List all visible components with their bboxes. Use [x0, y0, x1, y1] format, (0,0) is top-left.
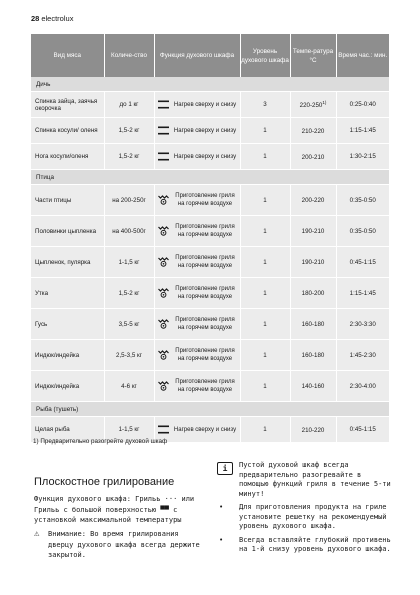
- cell-temperature: [290, 371, 336, 402]
- function-label: Приготовление гриля на горячем воздухе: [175, 286, 235, 300]
- info-text: Пустой духовой шкаф всегда предварительно разогревайте в помощью функций гриля в течение 5-ти минут!: [239, 461, 391, 498]
- cell-level: 1: [240, 247, 290, 278]
- temperature-value: 140-160: [301, 383, 325, 391]
- cell-level: 1: [240, 417, 290, 443]
- bullet-dot: •: [219, 535, 224, 544]
- cell-quantity: 4-6 кг: [104, 371, 154, 402]
- table-footnote: 1) Предварительно разогрейте духовой шкаф: [33, 438, 168, 445]
- section-label: Птица: [31, 170, 389, 185]
- section-label: Рыба (тушеть): [31, 402, 389, 417]
- col-header-function: Функция духового шкафа: [154, 34, 240, 77]
- cell-level: 1: [240, 216, 290, 247]
- cell-quantity: 1,5-2 кг: [104, 278, 154, 309]
- function-label: Приготовление гриля на горячем воздухе: [175, 379, 235, 393]
- function-label: Нагрев сверху и снизу: [173, 426, 237, 433]
- table-row: [31, 118, 389, 144]
- cell-quantity: 1,5-2 кг: [104, 144, 154, 170]
- table-section-row: [31, 402, 389, 417]
- cell-time: 0:45-1:15: [336, 417, 389, 443]
- tip-bullet: [217, 503, 392, 532]
- function-label: Нагрев сверху и снизу: [173, 153, 237, 160]
- cell-temperature: [290, 340, 336, 371]
- cell-quantity: 1,5-2 кг: [104, 118, 154, 144]
- table-row: [31, 185, 389, 216]
- cell-temperature: [290, 185, 336, 216]
- cell-temperature: [290, 92, 336, 118]
- function-label: Приготовление гриля на горячем воздухе: [175, 255, 235, 269]
- col-header-level: Уровень духового шкафа: [240, 34, 290, 77]
- col-header-quantity: Количе-ство: [104, 34, 154, 77]
- top-bottom-heat-icon: [155, 126, 173, 135]
- cell-time: 1:30-2:15: [336, 144, 389, 170]
- function-label: Приготовление гриля на горячем воздухе: [175, 348, 235, 362]
- top-bottom-heat-icon: [155, 425, 173, 434]
- hot-air-grill-icon: [155, 288, 173, 298]
- cell-temperature: [290, 144, 336, 170]
- temperature-value: 160-180: [301, 321, 325, 329]
- col-header-meat: Вид мяса: [31, 34, 104, 77]
- bullet-dot: •: [219, 503, 224, 511]
- cell-temperature: [290, 247, 336, 278]
- table-row: [31, 371, 389, 402]
- table-row: [31, 278, 389, 309]
- cell-quantity: 1-1,5 кг: [104, 417, 154, 443]
- grill-warning: [34, 529, 204, 561]
- function-label: Приготовление гриля на горячем воздухе: [175, 224, 235, 238]
- tip-bullet: [217, 536, 392, 555]
- hot-air-grill-icon: [155, 226, 173, 236]
- cell-quantity: до 1 кг: [104, 92, 154, 118]
- table-row: [31, 216, 389, 247]
- table-row: [31, 309, 389, 340]
- brand-name: electrolux: [41, 14, 74, 23]
- cell-meat: Утка: [31, 278, 104, 309]
- function-label: Нагрев сверху и снизу: [173, 101, 237, 108]
- cell-meat: Половинки цыпленка: [31, 216, 104, 247]
- cell-temperature: [290, 118, 336, 144]
- temperature-value: 200-210: [301, 154, 325, 162]
- function-label: Приготовление гриля на горячем воздухе: [175, 193, 235, 207]
- cell-time: 1:45-2:30: [336, 340, 389, 371]
- grill-function-paragraph: Функция духового шкафа: Грильь ··· или Грильь с большой поверхностью ▀▀ с установкой максимальной температуры: [34, 495, 195, 524]
- table-row: [31, 340, 389, 371]
- cell-time: 1:15-1:45: [336, 278, 389, 309]
- top-bottom-heat-icon: [155, 100, 173, 109]
- cell-temperature: [290, 417, 336, 443]
- info-note: [217, 461, 392, 499]
- cell-level: 1: [240, 185, 290, 216]
- cell-level: 1: [240, 371, 290, 402]
- col-header-time: Время час.: мин.: [336, 34, 389, 77]
- cell-function: [154, 309, 240, 340]
- table-row: [31, 247, 389, 278]
- cell-meat: Части птицы: [31, 185, 104, 216]
- warning-text: Внимание: Во время грилирования дверцу духового шкафа всегда держите закрытой.: [48, 530, 200, 559]
- cell-quantity: 1-1,5 кг: [104, 247, 154, 278]
- cell-function: [154, 247, 240, 278]
- cell-meat: Гусь: [31, 309, 104, 340]
- cell-quantity: 3,5-5 кг: [104, 309, 154, 340]
- cell-meat: Нога косули/оленя: [31, 144, 104, 170]
- cell-level: 1: [240, 340, 290, 371]
- cell-meat: Цыпленок, пулярка: [31, 247, 104, 278]
- cell-meat: Спинка косули/ оленя: [31, 118, 104, 144]
- temperature-value: 220-250: [299, 102, 323, 110]
- temperature-value: 210-220: [301, 128, 325, 136]
- cell-function: [154, 185, 240, 216]
- temperature-value: 210-220: [301, 427, 325, 435]
- top-bottom-heat-icon: [155, 152, 173, 161]
- table-row: [31, 144, 389, 170]
- cell-meat: Индюк/индейка: [31, 371, 104, 402]
- cell-time: 1:15-1:45: [336, 118, 389, 144]
- cell-level: 1: [240, 278, 290, 309]
- hot-air-grill-icon: [155, 319, 173, 329]
- page-number: 28: [31, 14, 40, 23]
- hot-air-grill-icon: [155, 257, 173, 267]
- temperature-value: 180-200: [301, 290, 325, 298]
- cell-time: 0:25-0:40: [336, 92, 389, 118]
- cell-function: [154, 278, 240, 309]
- cell-time: 0:35-0:50: [336, 185, 389, 216]
- table-section-row: [31, 77, 389, 92]
- cell-temperature: [290, 216, 336, 247]
- tips-column: [217, 461, 392, 559]
- cell-time: 2:30-4:00: [336, 371, 389, 402]
- cell-function: [154, 118, 240, 144]
- function-label: Приготовление гриля на горячем воздухе: [175, 317, 235, 331]
- cell-meat: Целая рыба: [31, 417, 104, 443]
- cell-function: [154, 340, 240, 371]
- cell-level: 3: [240, 92, 290, 118]
- section-label: Дичь: [31, 77, 389, 92]
- cell-time: 0:45-1:15: [336, 247, 389, 278]
- tip-text: Для приготовления продукта на гриле установите решетку на рекомендуемый уровень духового шкафа.: [239, 503, 387, 530]
- info-icon: i: [217, 462, 233, 475]
- cell-function: [154, 216, 240, 247]
- cell-time: 0:35-0:50: [336, 216, 389, 247]
- cell-meat: Спинка зайца, заячья окорочка: [31, 92, 104, 118]
- hot-air-grill-icon: [155, 350, 173, 360]
- cell-quantity: на 200-250г: [104, 185, 154, 216]
- cell-quantity: 2,5-3,5 кг: [104, 340, 154, 371]
- table-section-row: [31, 170, 389, 185]
- cell-temperature: [290, 278, 336, 309]
- cell-function: [154, 371, 240, 402]
- temperature-footnote-mark: 1): [322, 99, 327, 105]
- temperature-value: 160-180: [301, 352, 325, 360]
- cell-function: [154, 92, 240, 118]
- cell-quantity: на 400-500г: [104, 216, 154, 247]
- cell-meat: Индюк/индейка: [31, 340, 104, 371]
- hot-air-grill-icon: [155, 381, 173, 391]
- cell-level: 1: [240, 309, 290, 340]
- temperature-value: 190-210: [301, 259, 325, 267]
- temperature-value: 200-220: [301, 197, 325, 205]
- warning-icon: ⚠: [34, 529, 40, 539]
- table-row: [31, 92, 389, 118]
- page-header: [31, 14, 73, 23]
- tip-text: Всегда вставляйте глубокий противень на 1-й снизу уровень духового шкафа.: [239, 535, 391, 553]
- hot-air-grill-icon: [155, 195, 173, 205]
- roasting-table: [31, 34, 389, 443]
- col-header-temperature: Темпе-ратура °C: [290, 34, 336, 77]
- cell-level: 1: [240, 144, 290, 170]
- cell-function: [154, 144, 240, 170]
- cell-level: 1: [240, 118, 290, 144]
- function-label: Нагрев сверху и снизу: [173, 127, 237, 134]
- cell-temperature: [290, 309, 336, 340]
- table-header-row: [31, 34, 389, 77]
- cell-time: 2:30-3:30: [336, 309, 389, 340]
- section-title: Плоскостное грилирование: [34, 476, 175, 488]
- temperature-value: 190-210: [301, 228, 325, 236]
